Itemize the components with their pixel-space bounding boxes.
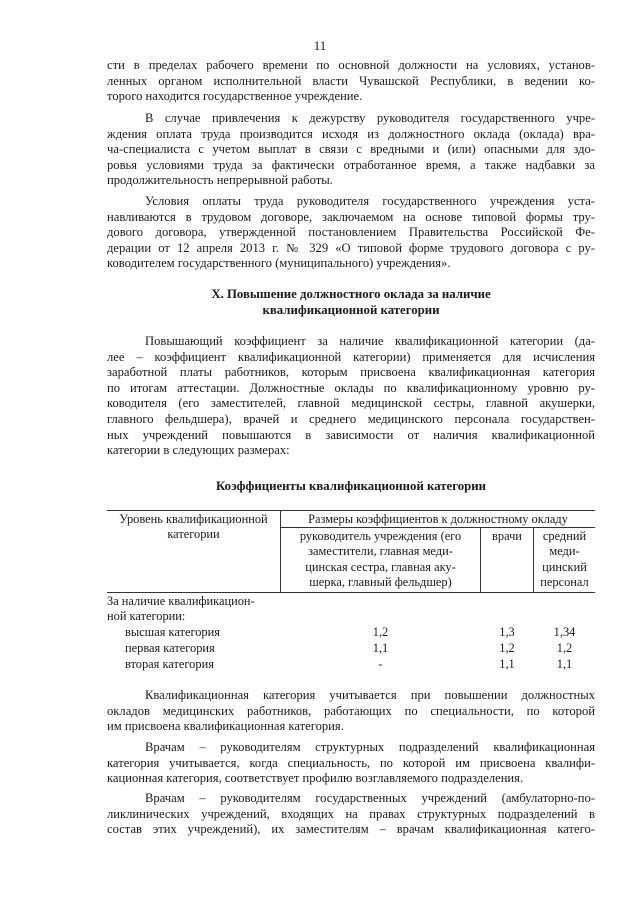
header-text: меди- bbox=[549, 544, 580, 559]
header-doctors: врачи bbox=[492, 529, 522, 543]
text-line: по итогам аттестации. Должностные оклады по квалификационному уровню ру- bbox=[107, 380, 595, 395]
text-line: Повышающий коэффициент за наличие квалификационной категории (да- bbox=[145, 334, 595, 348]
section-heading-line: X. Повышение должностного оклада за наличие bbox=[211, 287, 491, 301]
text-line: категория учитывается, когда специальность, по которой им присвоена квалифи- bbox=[107, 755, 595, 770]
text-line: категории в следующих размерах: bbox=[107, 443, 290, 458]
paragraph-5 bbox=[107, 688, 595, 735]
value-head: - bbox=[378, 657, 383, 671]
paragraph-3 bbox=[107, 194, 595, 272]
text-line: продолжительность непрерывной работы. bbox=[107, 173, 333, 188]
text-line: В случае привлечения к дежурству руководителя государственного учре- bbox=[145, 111, 595, 125]
paragraph-4 bbox=[107, 334, 595, 459]
text-line: Условия оплаты труда руководителя государственного учреждения уста- bbox=[145, 194, 595, 208]
header-text: Уровень квалификационной bbox=[119, 512, 268, 526]
text-line: ководителем государственного (муниципального) учреждения». bbox=[107, 256, 451, 271]
page-number: 11 bbox=[313, 38, 327, 53]
header-mid bbox=[534, 529, 595, 591]
value-doctors: 1,1 bbox=[499, 657, 515, 671]
row-label: первая категория bbox=[125, 641, 215, 655]
text-line: заработной платы работников, которым присвоена квалификационная категория bbox=[107, 365, 595, 380]
text-line: дового договора, утвержденной постановлением Правительства Российской Фе- bbox=[107, 225, 595, 240]
header-text: персонал bbox=[540, 575, 589, 590]
text-line: ных учреждений повышаются в зависимости от наличия квалификационной bbox=[107, 427, 595, 442]
value-doctors: 1,2 bbox=[499, 641, 515, 655]
text-line: ководителя (его заместителей, главной медицинской сестры, главной акушерки, bbox=[107, 396, 595, 411]
section-heading-line: квалификационной категории bbox=[262, 303, 440, 317]
value-mid: 1,1 bbox=[556, 657, 573, 671]
text-line: ликлинических учреждений, входящих на правах структурных подразделений в bbox=[107, 806, 595, 821]
text-line: Врачам – руководителям государственных учреждений (амбулаторно-по- bbox=[145, 791, 595, 805]
text-line: кационная категория, соответствует профилю возглавляемого подразделения. bbox=[107, 771, 524, 786]
section-heading bbox=[107, 286, 595, 318]
text-line: Квалификационная категория учитывается при повышении должностных bbox=[145, 688, 595, 702]
text-line: ровья условиями труда за фактически отработанное время, а также надбавки за bbox=[107, 157, 595, 172]
text-line: ленных органом исполнительной власти Чувашской Республики, в ведении ко- bbox=[107, 73, 595, 88]
value-head: 1,2 bbox=[372, 625, 389, 639]
value-doctors: 1,3 bbox=[499, 625, 515, 639]
table-rule bbox=[107, 592, 595, 593]
text-line: дерации от 12 апреля 2013 г. № 329 «О типовой форме трудового договора с ру- bbox=[107, 240, 595, 255]
header-sizes: Размеры коэффициентов к должностному окладу bbox=[308, 512, 568, 526]
table-rule bbox=[107, 510, 595, 511]
text-line: ждения оплата труда производится исходя из должностного оклада (оклада) вра- bbox=[107, 126, 595, 141]
header-text: категории bbox=[167, 527, 220, 542]
value-mid: 1,34 bbox=[553, 625, 576, 639]
row-label: высшая категория bbox=[125, 625, 220, 639]
header-text: цинская сестра, главная аку- bbox=[305, 559, 456, 574]
text-line: главного фельдшера), врачей и среднего медицинского персонала государствен- bbox=[107, 411, 595, 426]
text-line: сти в пределах рабочего времени по основной должности на условиях, установ- bbox=[107, 58, 595, 72]
group-text: За наличие квалификацион- bbox=[107, 594, 255, 608]
header-text: средний bbox=[542, 529, 587, 543]
group-label bbox=[107, 594, 280, 625]
text-line: навливаются в трудовом договоре, заключаемом на основе типовой формы тру- bbox=[107, 209, 595, 224]
paragraph-1 bbox=[107, 58, 595, 105]
value-head: 1,1 bbox=[372, 641, 389, 655]
header-text: цинский bbox=[542, 559, 587, 574]
coefficients-table bbox=[107, 510, 595, 675]
header-text: заместители, главная меди- bbox=[308, 544, 453, 559]
header-text: шерка, главный фельдшер) bbox=[309, 575, 452, 590]
text-line: им присвоена квалификационная категория. bbox=[107, 719, 344, 734]
paragraph-6 bbox=[107, 740, 595, 787]
text-line: Врачам – руководителям структурных подразделений квалификационная bbox=[145, 740, 595, 754]
header-head bbox=[281, 529, 480, 591]
text-line: торого находится государственное учреждение. bbox=[107, 89, 363, 104]
row-label: вторая категория bbox=[125, 657, 214, 671]
paragraph-7 bbox=[107, 791, 595, 838]
header-text: руководитель учреждения (его bbox=[299, 529, 462, 543]
text-line: окладов медицинских работников, работающих по специальности, по которой bbox=[107, 703, 595, 718]
header-level bbox=[107, 512, 280, 543]
value-mid: 1,2 bbox=[556, 641, 573, 655]
text-line: ча-специалиста с учетом выплат в связи с вредными и (или) опасными для здо- bbox=[107, 142, 595, 157]
text-line: лее – коэффициент квалификационной категории) применяется для исчисления bbox=[107, 349, 595, 364]
table-title: Коэффициенты квалификационной категории bbox=[216, 479, 486, 493]
text-line: состав этих учреждений), их заместителям – врачам квалификационная катего- bbox=[107, 822, 595, 837]
group-text: ной категории: bbox=[107, 609, 186, 624]
paragraph-2 bbox=[107, 111, 595, 189]
